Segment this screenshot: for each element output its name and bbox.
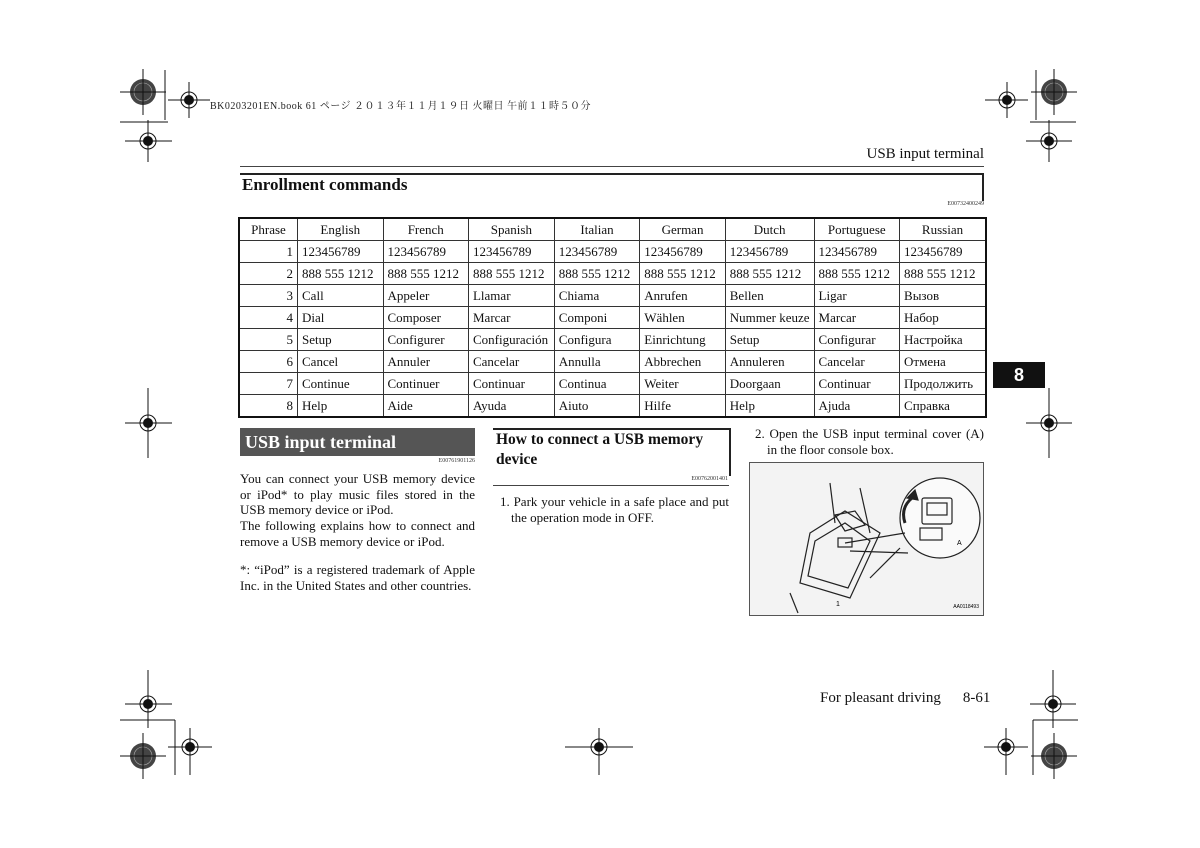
table-cell: Вызов xyxy=(900,285,986,307)
table-cell: 123456789 xyxy=(814,241,899,263)
table-cell: Configuración xyxy=(468,329,554,351)
step-1: 1. Park your vehicle in a safe place and put the operation mode in OFF. xyxy=(500,494,729,525)
table-cell: Annulla xyxy=(554,351,639,373)
table-cell: Nummer keuze xyxy=(725,307,814,329)
table-cell: Annuleren xyxy=(725,351,814,373)
table-cell: Continuar xyxy=(814,373,899,395)
running-head: USB input terminal xyxy=(866,146,984,162)
table-cell: Anrufen xyxy=(640,285,725,307)
table-cell: Continue xyxy=(298,373,383,395)
usb-explain-paragraph: The following explains how to connect and remove a USB memory device or iPod. xyxy=(240,518,475,549)
table-cell: Einrichtung xyxy=(640,329,725,351)
registration-mark-top-right-large xyxy=(1031,69,1077,115)
table-cell: 888 555 1212 xyxy=(725,263,814,285)
table-cell: Aide xyxy=(383,395,468,418)
footer-section: For pleasant driving xyxy=(820,690,941,706)
table-cell: Hilfe xyxy=(640,395,725,418)
table-cell: Configurar xyxy=(814,329,899,351)
phrase-number-cell: 3 xyxy=(239,285,298,307)
registration-mark-bottom-right-large xyxy=(1031,733,1077,779)
table-header-cell: German xyxy=(640,218,725,241)
table-row xyxy=(239,307,986,329)
table-header-cell: Spanish xyxy=(468,218,554,241)
how-heading-rule xyxy=(493,485,729,486)
table-cell: Appeler xyxy=(383,285,468,307)
table-cell: 888 555 1212 xyxy=(814,263,899,285)
table-header-cell: French xyxy=(383,218,468,241)
table-cell: 123456789 xyxy=(900,241,986,263)
phrase-number-cell: 7 xyxy=(239,373,298,395)
table-cell: Continua xyxy=(554,373,639,395)
table-row xyxy=(239,373,986,395)
table-cell: Llamar xyxy=(468,285,554,307)
table-cell: Annuler xyxy=(383,351,468,373)
table-cell: 123456789 xyxy=(554,241,639,263)
step-2: 2. Open the USB input terminal cover (A) in the floor console box. xyxy=(755,426,984,457)
phrase-number-cell: 1 xyxy=(239,241,298,263)
registration-mark-bottom-left-large xyxy=(120,733,166,779)
table-cell: Настройка xyxy=(900,329,986,351)
console-box-illustration xyxy=(749,462,984,616)
table-header-cell: Dutch xyxy=(725,218,814,241)
table-cell: Отмена xyxy=(900,351,986,373)
table-cell: 888 555 1212 xyxy=(383,263,468,285)
table-cell: Ayuda xyxy=(468,395,554,418)
table-cell: 123456789 xyxy=(725,241,814,263)
header-rule xyxy=(240,166,984,167)
table-cell: Continuer xyxy=(383,373,468,395)
table-cell: Abbrechen xyxy=(640,351,725,373)
table-cell: Cancelar xyxy=(814,351,899,373)
page-footer xyxy=(820,690,990,707)
print-header: BK0203201EN.book 61 ページ ２０１３年１１月１９日 火曜日 午前１１時５０分 xyxy=(210,101,592,112)
table-cell: 888 555 1212 xyxy=(900,263,986,285)
phrase-number-cell: 5 xyxy=(239,329,298,351)
table-cell: 123456789 xyxy=(468,241,554,263)
phrase-number-cell: 6 xyxy=(239,351,298,373)
usb-section-heading: USB input terminal xyxy=(240,428,475,456)
table-cell: Набор xyxy=(900,307,986,329)
table-row xyxy=(239,395,986,418)
table-body xyxy=(239,241,986,418)
phrase-number-cell: 8 xyxy=(239,395,298,418)
table-cell: Help xyxy=(298,395,383,418)
usb-section-code: E00761901126 xyxy=(438,458,475,464)
table-cell: Cancel xyxy=(298,351,383,373)
table-cell: Continuar xyxy=(468,373,554,395)
registration-mark-top-left-large xyxy=(120,69,166,115)
how-heading: How to connect a USB memory device xyxy=(496,431,704,468)
table-cell: Ligar xyxy=(814,285,899,307)
enrollment-heading: Enrollment commands xyxy=(242,175,408,194)
how-section-code: E00762001401 xyxy=(691,476,728,482)
table-header-cell: Italian xyxy=(554,218,639,241)
table-cell: 888 555 1212 xyxy=(298,263,383,285)
table-header-cell: English xyxy=(298,218,383,241)
table-row xyxy=(239,285,986,307)
figure-code: AA0118493 xyxy=(953,604,979,610)
table-row xyxy=(239,263,986,285)
table-cell: 888 555 1212 xyxy=(554,263,639,285)
table-cell: Configurer xyxy=(383,329,468,351)
usb-intro-paragraph: You can connect your USB memory device or iPod* to play music files stored in the USB memory device or iPod. xyxy=(240,471,475,518)
table-cell: Dial xyxy=(298,307,383,329)
table-row xyxy=(239,241,986,263)
table-row xyxy=(239,351,986,373)
table-header-row xyxy=(239,218,986,241)
phrase-number-cell: 4 xyxy=(239,307,298,329)
usb-cover-drawing xyxy=(750,463,983,615)
table-cell: Weiter xyxy=(640,373,725,395)
table-cell: Help xyxy=(725,395,814,418)
table-cell: Ajuda xyxy=(814,395,899,418)
table-header-cell: Portuguese xyxy=(814,218,899,241)
table-cell: Chiama xyxy=(554,285,639,307)
table-cell: Cancelar xyxy=(468,351,554,373)
table-cell: Aiuto xyxy=(554,395,639,418)
table-cell: Продолжить xyxy=(900,373,986,395)
table-cell: Setup xyxy=(725,329,814,351)
table-cell: 123456789 xyxy=(640,241,725,263)
table-cell: Bellen xyxy=(725,285,814,307)
table-cell: Doorgaan xyxy=(725,373,814,395)
table-cell: 888 555 1212 xyxy=(468,263,554,285)
chapter-tab: 8 xyxy=(993,362,1045,388)
table-row xyxy=(239,329,986,351)
table-cell: 123456789 xyxy=(383,241,468,263)
table-cell: Call xyxy=(298,285,383,307)
ipod-footnote: *: “iPod” is a registered trademark of Apple Inc. in the United States and other countries. xyxy=(240,562,475,593)
table-cell: Configura xyxy=(554,329,639,351)
table-cell: Wählen xyxy=(640,307,725,329)
table-header-cell: Phrase xyxy=(239,218,298,241)
table-cell: Marcar xyxy=(814,307,899,329)
phrase-number-cell: 2 xyxy=(239,263,298,285)
enrollment-commands-table xyxy=(238,217,987,418)
figure-label-a: A xyxy=(957,540,962,547)
table-cell: Marcar xyxy=(468,307,554,329)
page-number: 8-61 xyxy=(962,690,991,706)
table-cell: Setup xyxy=(298,329,383,351)
table-cell: Справка xyxy=(900,395,986,418)
table-cell: Componi xyxy=(554,307,639,329)
enrollment-code: E00732400249 xyxy=(947,201,984,207)
table-cell: Composer xyxy=(383,307,468,329)
table-cell: 123456789 xyxy=(298,241,383,263)
table-cell: 888 555 1212 xyxy=(640,263,725,285)
table-header-cell: Russian xyxy=(900,218,986,241)
figure-label-1: 1 xyxy=(836,601,840,608)
